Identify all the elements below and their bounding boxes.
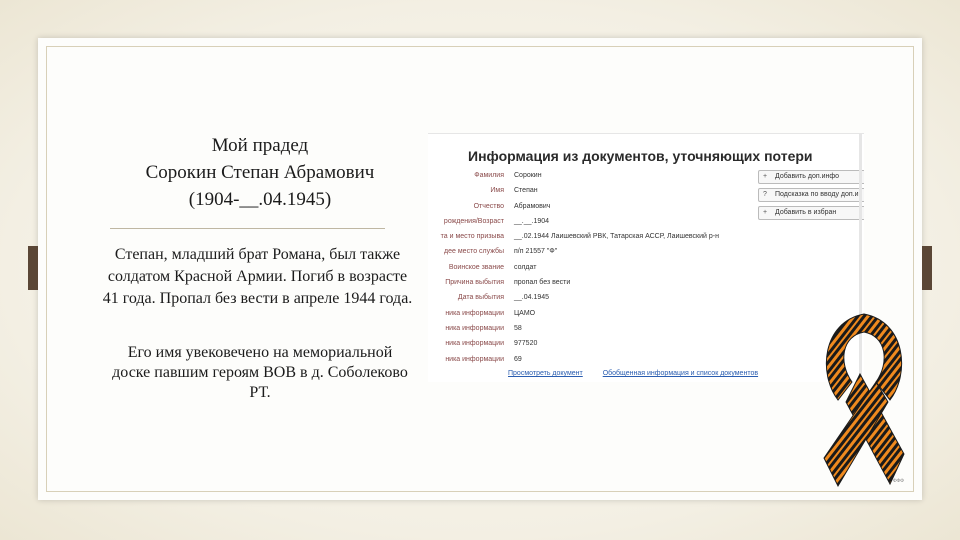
row-value: 58 (514, 324, 522, 332)
memorial-paragraph: Его имя увековечено на мемориальной доске павшим героям ВОВ в д. Соболеково РТ. (112, 344, 408, 401)
row-value: Сорокин (514, 172, 542, 179)
row-label: ника информации (445, 309, 504, 317)
document-screenshot (428, 133, 864, 382)
plus-icon: + (763, 209, 768, 216)
action-label: Добавить в избран (775, 209, 837, 216)
action-label: Добавить доп.инфо (775, 173, 840, 180)
row-value: Степан (514, 187, 538, 195)
row-value: __.04.1945 (514, 294, 550, 302)
document-row (428, 246, 864, 261)
row-label: ника информации (445, 355, 504, 363)
row-value: 69 (514, 355, 522, 363)
row-label: Имя (490, 187, 504, 195)
row-value: Абрамович (514, 202, 551, 210)
row-value: солдат (514, 263, 537, 271)
left-tab-decoration (28, 246, 38, 290)
biography-paragraph: Степан, младший брат Романа, был также солдатом Красной Армии. Погиб в возрасте 41 года. Пропал без вести в апреле 1944 года. (102, 246, 413, 307)
input-hint-button[interactable] (758, 188, 864, 202)
row-value: 977520 (514, 340, 538, 348)
row-value: ЦАМО (514, 309, 536, 317)
row-value: пропал без вести (514, 279, 571, 287)
title-line-1: Мой прадед (211, 135, 309, 156)
title-line-2: Сорокин Степан Абрамович (145, 162, 375, 183)
document-row (428, 262, 864, 277)
row-value: п/п 21557 "Ф" (514, 248, 558, 256)
add-info-button[interactable] (758, 170, 864, 184)
right-tab-decoration (922, 246, 932, 290)
document-actions (758, 170, 864, 224)
plus-icon: + (763, 173, 768, 180)
row-value: __.02.1944 Лаишевский РВК, Татарская АССР, Лаишевский р-н (514, 233, 719, 241)
document-links (508, 370, 776, 377)
row-label: ника информации (445, 324, 504, 332)
row-label: Отчество (473, 202, 504, 210)
document-row (428, 354, 864, 369)
row-label: Воинское звание (448, 263, 504, 271)
document-row (428, 323, 864, 338)
add-to-favorites-button[interactable] (758, 206, 864, 220)
row-label: рождения/Возраст (443, 217, 504, 225)
row-value: __.__.1904 (514, 217, 550, 225)
row-label: Фамилия (474, 172, 504, 179)
document-heading: Информация из документов, уточняющих потери (468, 148, 813, 164)
slide-title (110, 132, 410, 213)
document-row (428, 231, 864, 246)
document-row (428, 292, 864, 307)
row-label: та и место призыва (440, 233, 504, 241)
row-label: дее место службы (444, 248, 504, 256)
summary-info-link[interactable]: Обобщенная информация и список документов (602, 370, 759, 377)
title-divider (110, 228, 385, 229)
question-icon: ? (763, 191, 767, 198)
document-row (428, 277, 864, 292)
row-label: Дата выбытия (457, 294, 504, 302)
title-line-3: (1904-__.04.1945) (188, 189, 332, 210)
signature: ΦΦΦ (893, 479, 904, 484)
document-row (428, 308, 864, 323)
action-label: Подсказка по вводу доп.и (775, 191, 859, 198)
row-label: ника информации (445, 340, 504, 348)
st-george-ribbon-icon (816, 304, 912, 490)
row-label: Причина выбытия (445, 279, 504, 287)
document-row (428, 338, 864, 353)
view-document-link[interactable]: Просмотреть документ (508, 370, 583, 377)
